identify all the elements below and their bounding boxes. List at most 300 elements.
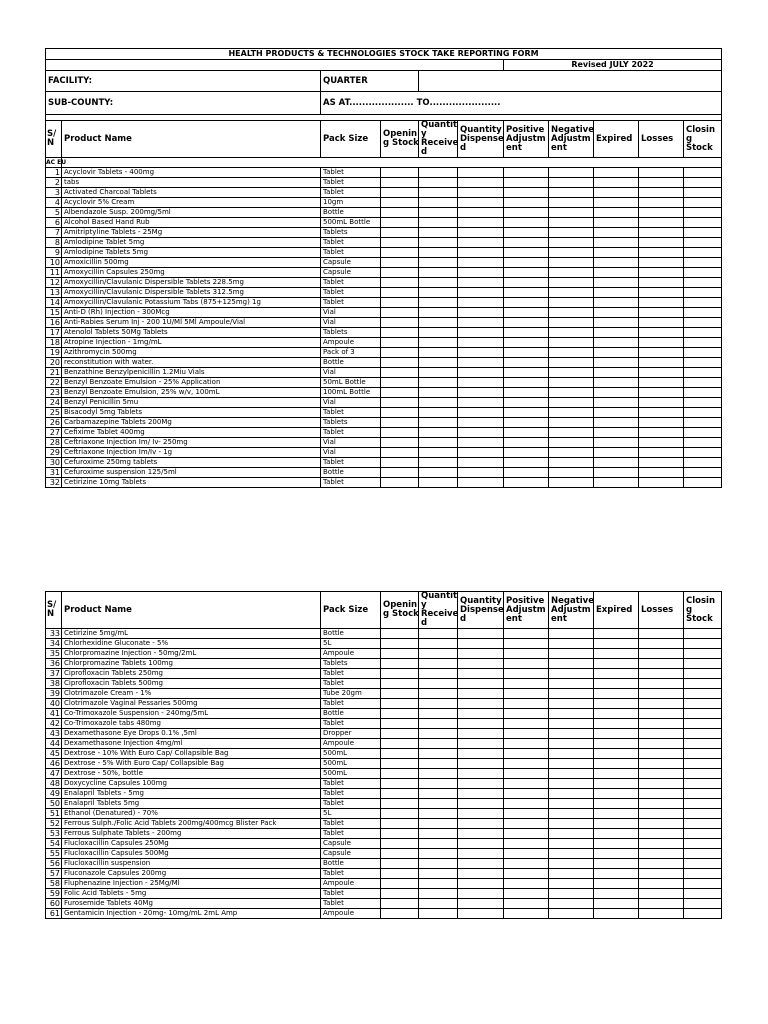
closing-stock-cell[interactable]	[684, 719, 722, 729]
expired-cell[interactable]	[594, 819, 639, 829]
quantity-dispensed-cell[interactable]	[458, 248, 504, 258]
expired-cell[interactable]	[594, 849, 639, 859]
negative-adjustment-cell[interactable]	[549, 849, 594, 859]
quantity-dispensed-cell[interactable]	[458, 278, 504, 288]
expired-cell[interactable]	[594, 629, 639, 639]
losses-cell[interactable]	[639, 468, 684, 478]
closing-stock-cell[interactable]	[684, 378, 722, 388]
negative-adjustment-cell[interactable]	[549, 178, 594, 188]
closing-stock-cell[interactable]	[684, 448, 722, 458]
quantity-received-cell[interactable]	[419, 809, 458, 819]
closing-stock-cell[interactable]	[684, 729, 722, 739]
losses-cell[interactable]	[639, 659, 684, 669]
negative-adjustment-cell[interactable]	[549, 659, 594, 669]
expired-cell[interactable]	[594, 408, 639, 418]
losses-cell[interactable]	[639, 258, 684, 268]
negative-adjustment-cell[interactable]	[549, 268, 594, 278]
opening-stock-cell[interactable]	[381, 859, 419, 869]
losses-cell[interactable]	[639, 268, 684, 278]
expired-cell[interactable]	[594, 208, 639, 218]
losses-cell[interactable]	[639, 859, 684, 869]
expired-cell[interactable]	[594, 649, 639, 659]
closing-stock-cell[interactable]	[684, 879, 722, 889]
positive-adjustment-cell[interactable]	[504, 448, 549, 458]
closing-stock-cell[interactable]	[684, 739, 722, 749]
quantity-dispensed-cell[interactable]	[458, 458, 504, 468]
opening-stock-cell[interactable]	[381, 448, 419, 458]
quantity-received-cell[interactable]	[419, 789, 458, 799]
losses-cell[interactable]	[639, 398, 684, 408]
positive-adjustment-cell[interactable]	[504, 839, 549, 849]
positive-adjustment-cell[interactable]	[504, 729, 549, 739]
losses-cell[interactable]	[639, 168, 684, 178]
opening-stock-cell[interactable]	[381, 458, 419, 468]
closing-stock-cell[interactable]	[684, 428, 722, 438]
negative-adjustment-cell[interactable]	[549, 328, 594, 338]
positive-adjustment-cell[interactable]	[504, 398, 549, 408]
expired-cell[interactable]	[594, 448, 639, 458]
negative-adjustment-cell[interactable]	[549, 729, 594, 739]
negative-adjustment-cell[interactable]	[549, 248, 594, 258]
opening-stock-cell[interactable]	[381, 889, 419, 899]
negative-adjustment-cell[interactable]	[549, 438, 594, 448]
quantity-received-cell[interactable]	[419, 308, 458, 318]
quantity-received-cell[interactable]	[419, 348, 458, 358]
positive-adjustment-cell[interactable]	[504, 639, 549, 649]
opening-stock-cell[interactable]	[381, 478, 419, 488]
quantity-dispensed-cell[interactable]	[458, 348, 504, 358]
positive-adjustment-cell[interactable]	[504, 188, 549, 198]
opening-stock-cell[interactable]	[381, 288, 419, 298]
expired-cell[interactable]	[594, 879, 639, 889]
expired-cell[interactable]	[594, 478, 639, 488]
opening-stock-cell[interactable]	[381, 639, 419, 649]
closing-stock-cell[interactable]	[684, 368, 722, 378]
positive-adjustment-cell[interactable]	[504, 629, 549, 639]
closing-stock-cell[interactable]	[684, 799, 722, 809]
closing-stock-cell[interactable]	[684, 679, 722, 689]
positive-adjustment-cell[interactable]	[504, 859, 549, 869]
losses-cell[interactable]	[639, 709, 684, 719]
quantity-received-cell[interactable]	[419, 719, 458, 729]
positive-adjustment-cell[interactable]	[504, 709, 549, 719]
closing-stock-cell[interactable]	[684, 228, 722, 238]
opening-stock-cell[interactable]	[381, 689, 419, 699]
negative-adjustment-cell[interactable]	[549, 358, 594, 368]
quantity-dispensed-cell[interactable]	[458, 869, 504, 879]
opening-stock-cell[interactable]	[381, 879, 419, 889]
positive-adjustment-cell[interactable]	[504, 749, 549, 759]
opening-stock-cell[interactable]	[381, 669, 419, 679]
closing-stock-cell[interactable]	[684, 909, 722, 919]
positive-adjustment-cell[interactable]	[504, 368, 549, 378]
closing-stock-cell[interactable]	[684, 629, 722, 639]
quantity-received-cell[interactable]	[419, 418, 458, 428]
opening-stock-cell[interactable]	[381, 318, 419, 328]
opening-stock-cell[interactable]	[381, 729, 419, 739]
losses-cell[interactable]	[639, 288, 684, 298]
quantity-dispensed-cell[interactable]	[458, 719, 504, 729]
negative-adjustment-cell[interactable]	[549, 298, 594, 308]
quantity-received-cell[interactable]	[419, 328, 458, 338]
closing-stock-cell[interactable]	[684, 709, 722, 719]
losses-cell[interactable]	[639, 428, 684, 438]
quantity-received-cell[interactable]	[419, 849, 458, 859]
quantity-received-cell[interactable]	[419, 428, 458, 438]
expired-cell[interactable]	[594, 689, 639, 699]
closing-stock-cell[interactable]	[684, 759, 722, 769]
positive-adjustment-cell[interactable]	[504, 889, 549, 899]
positive-adjustment-cell[interactable]	[504, 719, 549, 729]
positive-adjustment-cell[interactable]	[504, 739, 549, 749]
quantity-dispensed-cell[interactable]	[458, 368, 504, 378]
expired-cell[interactable]	[594, 809, 639, 819]
quantity-received-cell[interactable]	[419, 739, 458, 749]
quantity-received-cell[interactable]	[419, 448, 458, 458]
expired-cell[interactable]	[594, 759, 639, 769]
closing-stock-cell[interactable]	[684, 478, 722, 488]
expired-cell[interactable]	[594, 388, 639, 398]
quantity-dispensed-cell[interactable]	[458, 789, 504, 799]
negative-adjustment-cell[interactable]	[549, 318, 594, 328]
closing-stock-cell[interactable]	[684, 318, 722, 328]
positive-adjustment-cell[interactable]	[504, 178, 549, 188]
positive-adjustment-cell[interactable]	[504, 468, 549, 478]
closing-stock-cell[interactable]	[684, 769, 722, 779]
expired-cell[interactable]	[594, 398, 639, 408]
losses-cell[interactable]	[639, 278, 684, 288]
quantity-received-cell[interactable]	[419, 839, 458, 849]
quantity-received-cell[interactable]	[419, 278, 458, 288]
positive-adjustment-cell[interactable]	[504, 348, 549, 358]
positive-adjustment-cell[interactable]	[504, 779, 549, 789]
expired-cell[interactable]	[594, 709, 639, 719]
expired-cell[interactable]	[594, 669, 639, 679]
opening-stock-cell[interactable]	[381, 899, 419, 909]
closing-stock-cell[interactable]	[684, 188, 722, 198]
positive-adjustment-cell[interactable]	[504, 478, 549, 488]
quantity-dispensed-cell[interactable]	[458, 649, 504, 659]
opening-stock-cell[interactable]	[381, 799, 419, 809]
negative-adjustment-cell[interactable]	[549, 689, 594, 699]
expired-cell[interactable]	[594, 308, 639, 318]
positive-adjustment-cell[interactable]	[504, 428, 549, 438]
opening-stock-cell[interactable]	[381, 809, 419, 819]
losses-cell[interactable]	[639, 438, 684, 448]
negative-adjustment-cell[interactable]	[549, 188, 594, 198]
expired-cell[interactable]	[594, 438, 639, 448]
quantity-dispensed-cell[interactable]	[458, 679, 504, 689]
quantity-dispensed-cell[interactable]	[458, 659, 504, 669]
opening-stock-cell[interactable]	[381, 759, 419, 769]
expired-cell[interactable]	[594, 248, 639, 258]
quantity-dispensed-cell[interactable]	[458, 779, 504, 789]
opening-stock-cell[interactable]	[381, 298, 419, 308]
opening-stock-cell[interactable]	[381, 168, 419, 178]
closing-stock-cell[interactable]	[684, 669, 722, 679]
expired-cell[interactable]	[594, 358, 639, 368]
losses-cell[interactable]	[639, 909, 684, 919]
closing-stock-cell[interactable]	[684, 398, 722, 408]
expired-cell[interactable]	[594, 739, 639, 749]
opening-stock-cell[interactable]	[381, 258, 419, 268]
quantity-received-cell[interactable]	[419, 689, 458, 699]
losses-cell[interactable]	[639, 679, 684, 689]
positive-adjustment-cell[interactable]	[504, 809, 549, 819]
negative-adjustment-cell[interactable]	[549, 829, 594, 839]
negative-adjustment-cell[interactable]	[549, 859, 594, 869]
expired-cell[interactable]	[594, 909, 639, 919]
positive-adjustment-cell[interactable]	[504, 789, 549, 799]
losses-cell[interactable]	[639, 348, 684, 358]
positive-adjustment-cell[interactable]	[504, 378, 549, 388]
expired-cell[interactable]	[594, 899, 639, 909]
quantity-dispensed-cell[interactable]	[458, 829, 504, 839]
quantity-dispensed-cell[interactable]	[458, 889, 504, 899]
quantity-received-cell[interactable]	[419, 378, 458, 388]
quantity-received-cell[interactable]	[419, 318, 458, 328]
losses-cell[interactable]	[639, 238, 684, 248]
closing-stock-cell[interactable]	[684, 639, 722, 649]
positive-adjustment-cell[interactable]	[504, 669, 549, 679]
negative-adjustment-cell[interactable]	[549, 629, 594, 639]
quantity-received-cell[interactable]	[419, 268, 458, 278]
closing-stock-cell[interactable]	[684, 789, 722, 799]
losses-cell[interactable]	[639, 639, 684, 649]
quantity-dispensed-cell[interactable]	[458, 859, 504, 869]
losses-cell[interactable]	[639, 889, 684, 899]
quantity-received-cell[interactable]	[419, 178, 458, 188]
closing-stock-cell[interactable]	[684, 458, 722, 468]
quantity-received-cell[interactable]	[419, 779, 458, 789]
closing-stock-cell[interactable]	[684, 859, 722, 869]
closing-stock-cell[interactable]	[684, 168, 722, 178]
closing-stock-cell[interactable]	[684, 208, 722, 218]
negative-adjustment-cell[interactable]	[549, 749, 594, 759]
closing-stock-cell[interactable]	[684, 268, 722, 278]
quantity-received-cell[interactable]	[419, 228, 458, 238]
opening-stock-cell[interactable]	[381, 358, 419, 368]
negative-adjustment-cell[interactable]	[549, 899, 594, 909]
quantity-dispensed-cell[interactable]	[458, 178, 504, 188]
quantity-received-cell[interactable]	[419, 669, 458, 679]
opening-stock-cell[interactable]	[381, 819, 419, 829]
quantity-dispensed-cell[interactable]	[458, 208, 504, 218]
positive-adjustment-cell[interactable]	[504, 819, 549, 829]
losses-cell[interactable]	[639, 809, 684, 819]
opening-stock-cell[interactable]	[381, 679, 419, 689]
losses-cell[interactable]	[639, 458, 684, 468]
expired-cell[interactable]	[594, 639, 639, 649]
quantity-dispensed-cell[interactable]	[458, 769, 504, 779]
closing-stock-cell[interactable]	[684, 218, 722, 228]
opening-stock-cell[interactable]	[381, 659, 419, 669]
quantity-received-cell[interactable]	[419, 639, 458, 649]
quantity-received-cell[interactable]	[419, 859, 458, 869]
opening-stock-cell[interactable]	[381, 649, 419, 659]
positive-adjustment-cell[interactable]	[504, 258, 549, 268]
quantity-dispensed-cell[interactable]	[458, 899, 504, 909]
quantity-dispensed-cell[interactable]	[458, 478, 504, 488]
quantity-received-cell[interactable]	[419, 218, 458, 228]
opening-stock-cell[interactable]	[381, 198, 419, 208]
opening-stock-cell[interactable]	[381, 829, 419, 839]
opening-stock-cell[interactable]	[381, 719, 419, 729]
negative-adjustment-cell[interactable]	[549, 338, 594, 348]
negative-adjustment-cell[interactable]	[549, 368, 594, 378]
quantity-dispensed-cell[interactable]	[458, 438, 504, 448]
quantity-dispensed-cell[interactable]	[458, 809, 504, 819]
quantity-dispensed-cell[interactable]	[458, 849, 504, 859]
negative-adjustment-cell[interactable]	[549, 759, 594, 769]
losses-cell[interactable]	[639, 819, 684, 829]
opening-stock-cell[interactable]	[381, 178, 419, 188]
quantity-received-cell[interactable]	[419, 368, 458, 378]
quantity-dispensed-cell[interactable]	[458, 879, 504, 889]
negative-adjustment-cell[interactable]	[549, 208, 594, 218]
opening-stock-cell[interactable]	[381, 849, 419, 859]
closing-stock-cell[interactable]	[684, 358, 722, 368]
losses-cell[interactable]	[639, 338, 684, 348]
closing-stock-cell[interactable]	[684, 849, 722, 859]
opening-stock-cell[interactable]	[381, 308, 419, 318]
losses-cell[interactable]	[639, 669, 684, 679]
opening-stock-cell[interactable]	[381, 839, 419, 849]
quantity-dispensed-cell[interactable]	[458, 338, 504, 348]
quantity-dispensed-cell[interactable]	[458, 378, 504, 388]
expired-cell[interactable]	[594, 268, 639, 278]
negative-adjustment-cell[interactable]	[549, 238, 594, 248]
positive-adjustment-cell[interactable]	[504, 769, 549, 779]
expired-cell[interactable]	[594, 789, 639, 799]
losses-cell[interactable]	[639, 388, 684, 398]
quantity-received-cell[interactable]	[419, 458, 458, 468]
negative-adjustment-cell[interactable]	[549, 779, 594, 789]
positive-adjustment-cell[interactable]	[504, 829, 549, 839]
losses-cell[interactable]	[639, 418, 684, 428]
quantity-dispensed-cell[interactable]	[458, 388, 504, 398]
opening-stock-cell[interactable]	[381, 789, 419, 799]
opening-stock-cell[interactable]	[381, 629, 419, 639]
losses-cell[interactable]	[639, 739, 684, 749]
quantity-received-cell[interactable]	[419, 659, 458, 669]
losses-cell[interactable]	[639, 308, 684, 318]
negative-adjustment-cell[interactable]	[549, 308, 594, 318]
negative-adjustment-cell[interactable]	[549, 699, 594, 709]
quarter-value-field[interactable]	[419, 71, 722, 92]
quantity-received-cell[interactable]	[419, 298, 458, 308]
expired-cell[interactable]	[594, 168, 639, 178]
quantity-dispensed-cell[interactable]	[458, 318, 504, 328]
positive-adjustment-cell[interactable]	[504, 899, 549, 909]
quantity-dispensed-cell[interactable]	[458, 258, 504, 268]
expired-cell[interactable]	[594, 178, 639, 188]
closing-stock-cell[interactable]	[684, 328, 722, 338]
negative-adjustment-cell[interactable]	[549, 809, 594, 819]
quantity-dispensed-cell[interactable]	[458, 168, 504, 178]
expired-cell[interactable]	[594, 368, 639, 378]
quantity-dispensed-cell[interactable]	[458, 428, 504, 438]
negative-adjustment-cell[interactable]	[549, 418, 594, 428]
quantity-dispensed-cell[interactable]	[458, 729, 504, 739]
positive-adjustment-cell[interactable]	[504, 208, 549, 218]
opening-stock-cell[interactable]	[381, 218, 419, 228]
positive-adjustment-cell[interactable]	[504, 238, 549, 248]
opening-stock-cell[interactable]	[381, 228, 419, 238]
losses-cell[interactable]	[639, 218, 684, 228]
closing-stock-cell[interactable]	[684, 869, 722, 879]
losses-cell[interactable]	[639, 298, 684, 308]
positive-adjustment-cell[interactable]	[504, 458, 549, 468]
expired-cell[interactable]	[594, 318, 639, 328]
losses-cell[interactable]	[639, 188, 684, 198]
quantity-received-cell[interactable]	[419, 258, 458, 268]
losses-cell[interactable]	[639, 779, 684, 789]
expired-cell[interactable]	[594, 228, 639, 238]
losses-cell[interactable]	[639, 689, 684, 699]
quantity-received-cell[interactable]	[419, 288, 458, 298]
closing-stock-cell[interactable]	[684, 649, 722, 659]
negative-adjustment-cell[interactable]	[549, 669, 594, 679]
expired-cell[interactable]	[594, 729, 639, 739]
quantity-received-cell[interactable]	[419, 168, 458, 178]
losses-cell[interactable]	[639, 649, 684, 659]
losses-cell[interactable]	[639, 789, 684, 799]
opening-stock-cell[interactable]	[381, 699, 419, 709]
positive-adjustment-cell[interactable]	[504, 298, 549, 308]
closing-stock-cell[interactable]	[684, 308, 722, 318]
positive-adjustment-cell[interactable]	[504, 649, 549, 659]
positive-adjustment-cell[interactable]	[504, 248, 549, 258]
quantity-received-cell[interactable]	[419, 248, 458, 258]
closing-stock-cell[interactable]	[684, 288, 722, 298]
positive-adjustment-cell[interactable]	[504, 388, 549, 398]
opening-stock-cell[interactable]	[381, 769, 419, 779]
quantity-received-cell[interactable]	[419, 388, 458, 398]
negative-adjustment-cell[interactable]	[549, 709, 594, 719]
quantity-dispensed-cell[interactable]	[458, 188, 504, 198]
expired-cell[interactable]	[594, 188, 639, 198]
positive-adjustment-cell[interactable]	[504, 278, 549, 288]
opening-stock-cell[interactable]	[381, 709, 419, 719]
negative-adjustment-cell[interactable]	[549, 839, 594, 849]
opening-stock-cell[interactable]	[381, 348, 419, 358]
positive-adjustment-cell[interactable]	[504, 268, 549, 278]
quantity-dispensed-cell[interactable]	[458, 759, 504, 769]
quantity-received-cell[interactable]	[419, 468, 458, 478]
negative-adjustment-cell[interactable]	[549, 198, 594, 208]
quantity-dispensed-cell[interactable]	[458, 218, 504, 228]
expired-cell[interactable]	[594, 889, 639, 899]
quantity-received-cell[interactable]	[419, 358, 458, 368]
quantity-received-cell[interactable]	[419, 889, 458, 899]
negative-adjustment-cell[interactable]	[549, 378, 594, 388]
opening-stock-cell[interactable]	[381, 248, 419, 258]
negative-adjustment-cell[interactable]	[549, 679, 594, 689]
quantity-received-cell[interactable]	[419, 478, 458, 488]
losses-cell[interactable]	[639, 799, 684, 809]
positive-adjustment-cell[interactable]	[504, 699, 549, 709]
quantity-received-cell[interactable]	[419, 909, 458, 919]
expired-cell[interactable]	[594, 468, 639, 478]
quantity-dispensed-cell[interactable]	[458, 839, 504, 849]
quantity-received-cell[interactable]	[419, 679, 458, 689]
expired-cell[interactable]	[594, 829, 639, 839]
opening-stock-cell[interactable]	[381, 188, 419, 198]
quantity-dispensed-cell[interactable]	[458, 328, 504, 338]
closing-stock-cell[interactable]	[684, 408, 722, 418]
positive-adjustment-cell[interactable]	[504, 168, 549, 178]
